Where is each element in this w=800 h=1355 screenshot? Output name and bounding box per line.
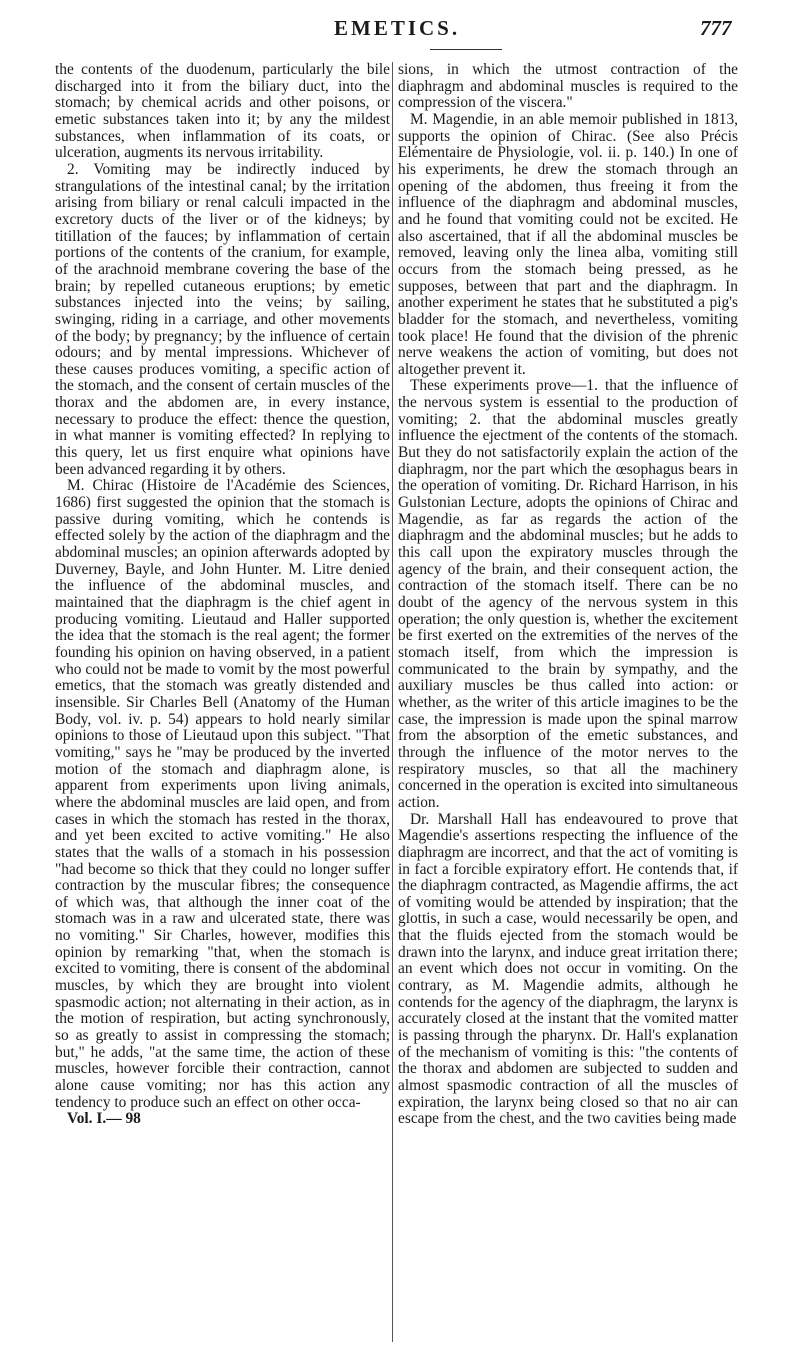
paragraph: M. Chirac (Histoire de l'Académie des Sciences, 1686) first suggested the opinion that the stomach is passive during vomiting, which he contends is effected solely by the action of the diaphragm and the abdominal muscles; an opinion afterwards adopted by Duverney, Bayle, and John Hunter. M. Litre denied the influence of the abdominal muscles, and maintained that the diaphragm is the chief agent in producing vomiting. Lieutaud and Haller supported the idea that the stomach is the real agent; the former founding his opinion on having observed, in a patient who could not be made to vomit by the most powerful emetics, that the stomach was greatly distended and insensible. Sir Charles Bell (Anatomy of the Human Body, vol. iv. p. 54) appears to hold nearly similar opinions to those of Lieutaud upon this subject. "That vomiting," says he "may be produced by the inverted motion of the stomach and diaphragm alone, is apparent from experiments upon living animals, where the abdominal muscles are laid open, and from cases in which the stomach has rested in the thorax, and yet been excited to active vomiting." He also states that the walls of a stomach in his possession "had become so thick that they could no longer suffer contraction by the muscular fibres; the consequence of which was, that although the inner coat of the stomach was in a raw and ulcerated state, there was no vomiting." Sir Charles, however, modifies this opinion by remarking "that, when the stomach is excited to vomiting, there is consent of the abdominal muscles, by which they are brought into violent spasmodic action; not alternating in their action, as in the motion of respiration, but acting synchronously, so as greatly to assist in compressing the stomach; but," he adds, "at the same time, the action of these muscles, however forcible their contraction, cannot alone cause vomiting; nor has this action any tendency to produce such an effect on other occa- xyxy=(55,477,390,1111)
paragraph: 2. Vomiting may be indirectly induced by strangulations of the intestinal canal; by the irritation arising from biliary or renal calculi impacted in the excretory ducts of the liver or of the kidneys; by titillation of the fauces; by inflammation of certain portions of the contents of the cranium, for example, of the arachnoid membrane covering the base of the brain; by repelled cutaneous eruptions; by emetic substances injected into the veins; by sailing, swinging, riding in a carriage, and other movements of the body; by pregnancy; by the influence of certain odours; and by mental impressions. Whichever of these causes produces vomiting, a specific action of the stomach, and the consent of certain muscles of the thorax and the abdomen are, in every instance, necessary to produce the effect: thence the question, in what manner is vomiting effected? In replying to this query, let us first enquire what opinions have been advanced regarding it by others. xyxy=(55,160,390,478)
paragraph: These experiments prove—1. that the influence of the nervous system is essential to the production of vomiting; 2. that the abdominal muscles greatly influence the ejectment of the contents of the stomach. But they do not satisfactorily explain the action of the diaphragm, nor the part which the œsophagus bears in the operation of vomiting. Dr. Richard Harrison, in his Gulstonian Lecture, adopts the opinions of Chirac and Magendie, as far as regards the action of the diaphragm and the abdominal muscles; but he adds to this call upon the expiratory muscles through the agency of the brain, and their consequent action, the contraction of the stomach itself. There can be no doubt of the agency of the nervous system in this operation; the only question is, whether the excitement be first exerted on the extremities of the nerves of the stomach itself, from which the impression is communicated to the brain by sympathy, and the auxiliary muscles be thus called into action: or whether, as the writer of this article imagines to be the case, the impression is made upon the spinal marrow from the absorption of the emetic substances, and through the influence of the motor nerves to the respiratory muscles, so that all the machinery concerned in the operation is excited into simultaneous action. xyxy=(398,377,738,811)
paragraph: sions, in which the utmost contraction of the diaphragm and abdominal muscles is required to the compression of the viscera." xyxy=(398,61,738,112)
paragraph: Dr. Marshall Hall has endeavoured to prove that Magendie's assertions respecting the influence of the diaphragm are incorrect, and that the act of vomiting is in fact a forcible expiratory effort. He contends that, if the diaphragm contracted, as Magendie affirms, the act of vomiting would be attended by inspiration; that the glottis, in such a case, would necessarily be open, and that the fluids ejected from the stomach would be drawn into the larynx, and induce great irritation there; an event which does not occur in vomiting. On the contrary, as M. Magendie admits, although he contends for the agency of the diaphragm, the larynx is accurately closed at the instant that the vomited matter is passing through the pharynx. Dr. Hall's explanation of the mechanism of vomiting is this: "the contents of the thorax and abdomen are subjected to sudden and almost spasmodic contraction of all the muscles of expiration, the larynx being closed so that no air can escape from the chest, and the two cavities being made xyxy=(398,810,738,1128)
column-divider xyxy=(392,62,393,1342)
volume-signature: Vol. I.— 98 xyxy=(67,1110,141,1128)
right-column xyxy=(398,62,738,1128)
page-number: 777 xyxy=(700,16,732,40)
running-title: EMETICS. xyxy=(334,16,461,40)
paragraph: the contents of the duodenum, particularly the bile discharged into it from the biliary duct, into the stomach; by chemical acrids and other poisons, or emetic substances taken into it; by any the mildest substances, when inflammation of its coats, or ulceration, augments its nervous irritability. xyxy=(55,61,390,162)
header-ornament-rule xyxy=(430,49,502,50)
paragraph: M. Magendie, in an able memoir published in 1813, supports the opinion of Chirac. (See also Précis Elémentaire de Physiologie, vol. ii. p. 140.) In one of his experiments, he drew the stomach through an opening of the abdomen, thus freeing it from the influence of the diaphragm and abdominal muscles, and he found that vomiting could not be excited. He also ascertained, that if all the abdominal muscles be removed, leaving only the linea alba, vomiting still occurs from the stomach being pressed, as he supposes, between that part and the diaphragm. In another experiment he states that he substituted a pig's bladder for the stomach, and nevertheless, vomiting took place! He found that the division of the phrenic nerve weakens the action of vomiting, but does not altogether prevent it. xyxy=(398,110,738,378)
left-column xyxy=(55,62,390,1128)
page-header xyxy=(0,16,800,56)
